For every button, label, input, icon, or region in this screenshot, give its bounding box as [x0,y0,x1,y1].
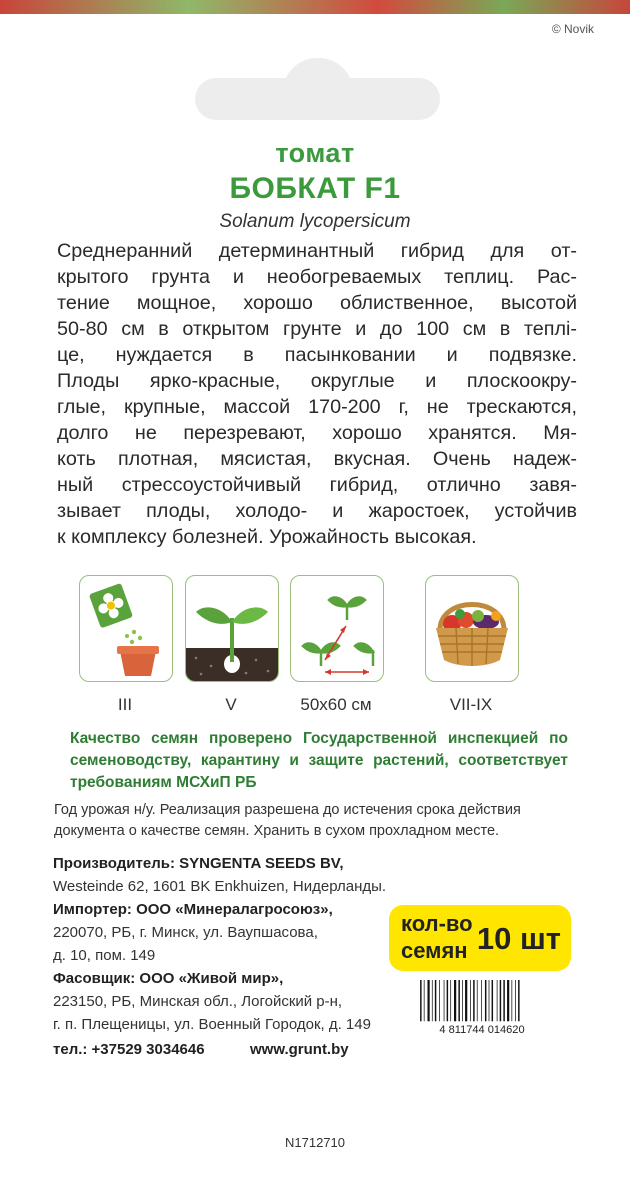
importer-address-1: 220070, РБ, г. Минск, ул. Ваупшасова, [53,924,318,941]
planting-scheme-icon [290,575,384,682]
harvest-basket-icon [425,575,519,682]
description-line: 50-80 см в открытом грунте и до 100 см в теплі- [57,318,577,340]
top-photo-strip [0,0,630,14]
description-line: долго не перезревают, хорошо хранятся. Мя- [57,422,577,444]
sowing-pot-icon [79,575,173,682]
manufacturer-label: Производитель: SYNGENTA SEEDS BV, [53,855,344,872]
description-line: глые, крупные, массой 170-200 г, не трескаются, [57,396,577,418]
seedling-month-label: V [225,695,237,714]
description-line: крытого грунта и необогреваемых теплиц. Рас- [57,266,577,288]
description-line: це, нуждается в пасынковании и подвязке. [57,344,577,366]
sowing-month-label: III [117,695,133,714]
description-line: ный стрессоустойчивый гибрид, отлично завя- [57,474,577,496]
storage-note [54,800,574,842]
copyright: © Novik [551,22,594,36]
description-line: Плоды ярко-красные, округлые и плоскоокру- [57,370,577,392]
quality-line: требованиям МСХиП РБ [70,774,257,791]
quality-certification [70,728,568,794]
harvest-month-label: VII-IX [449,695,493,714]
description-line: к комплексу болезней. Урожайность высокая. [57,526,477,548]
importer-address-2: д. 10, пом. 149 [53,947,156,964]
quality-line: Качество семян проверено Государственной инспекцией по [70,730,568,747]
seed-count-badge [389,905,571,971]
website: www.grunt.by [250,1041,349,1058]
description-line: тение мощное, хорошо облиственное, высотой [57,292,577,314]
packer-address-1: 223150, РБ, Минская обл., Логойский р-н, [53,993,343,1010]
planting-scheme-label: 50x60 см [300,695,372,714]
description-line: Среднеранний детерминантный гибрид для от- [57,240,577,262]
description-line: зывает плоды, холодо- и жаростоек, устойчив [57,500,577,522]
barcode-digits: 4 811744 014620 [439,1024,525,1036]
product-description [57,238,577,550]
catalog-code: N1712710 [285,1135,345,1150]
importer-label: Импортер: ООО «Минералагросоюз», [53,901,333,918]
quality-line: семеноводству, карантину и защите растений, соответствует [70,752,568,769]
note-line: Год урожая н/у. Реализация разрешена до истечения срока действия [54,802,521,818]
manufacturer-address: Westeinde 62, 1601 BK Enkhuizen, Нидерланды. [53,878,387,895]
product-type: томат [275,138,355,168]
barcode [392,980,572,1036]
seed-count-line2: семян [401,938,468,963]
product-latin-name: Solanum lycopersicum [219,211,411,232]
packer-address-2: г. п. Плещеницы, ул. Военный Городок, д. 149 [53,1016,371,1033]
product-variety: БОБКАТ F1 [229,172,401,205]
packer-label: Фасовщик: ООО «Живой мир», [53,970,284,987]
seed-count-value: 10 шт [476,921,561,956]
phone: тел.: +37529 3034646 [53,1041,205,1058]
hanger-hole [195,58,440,120]
note-line: документа о качестве семян. Хранить в сухом прохладном месте. [54,823,500,839]
seed-count-line1: кол-во [401,911,473,936]
seedling-icon [185,575,279,682]
description-line: коть плотная, мясистая, вкусная. Очень надеж- [57,448,577,470]
